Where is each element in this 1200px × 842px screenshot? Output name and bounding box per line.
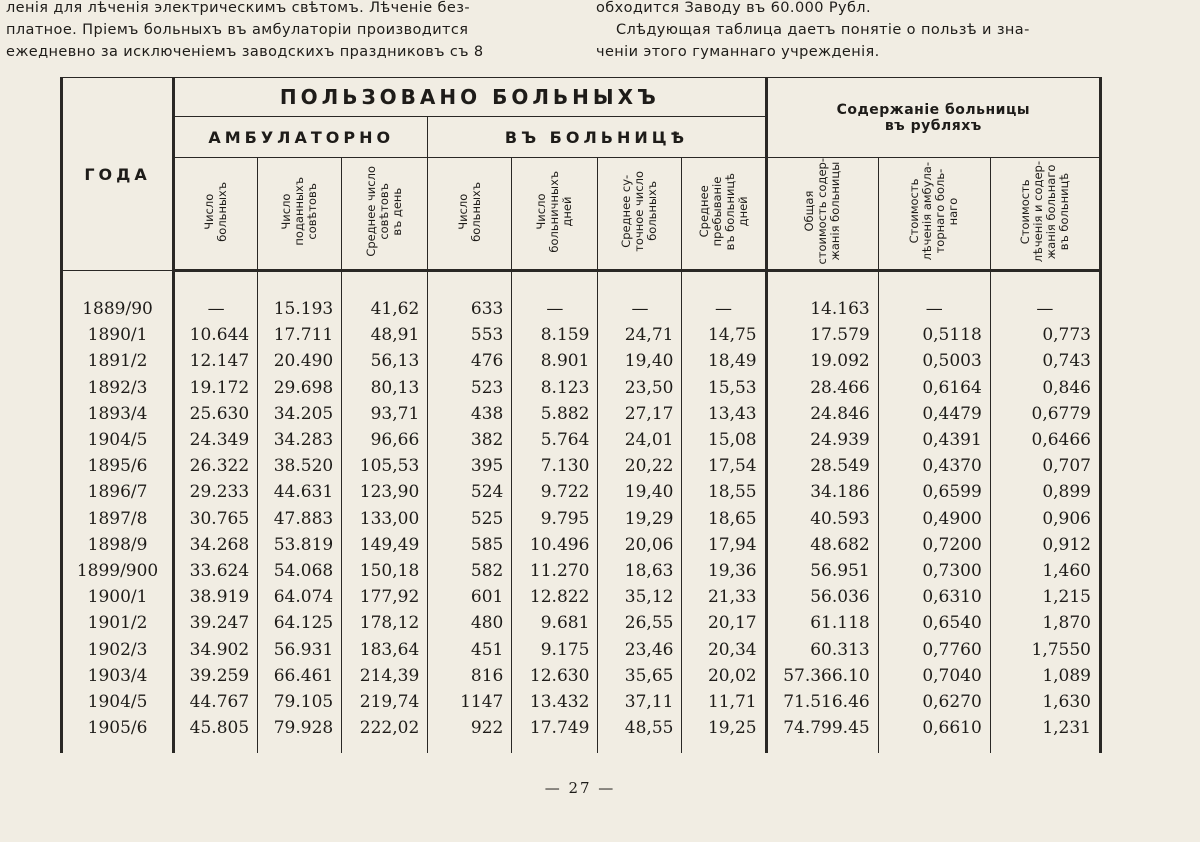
table-row xyxy=(62,271,1101,323)
value-cell: 54.068 xyxy=(258,558,342,584)
value-cell: 19.172 xyxy=(174,375,258,401)
statistics-table-wrapper xyxy=(60,77,1102,745)
value-cell: 24,01 xyxy=(598,427,682,453)
value-cell: 8.123 xyxy=(512,375,598,401)
value-cell: 29.698 xyxy=(258,375,342,401)
value-cell: 79.105 xyxy=(258,689,342,715)
value-cell: — xyxy=(878,271,990,323)
value-cell: 15,53 xyxy=(682,375,766,401)
table-row xyxy=(62,663,1101,689)
value-cell: 13.432 xyxy=(512,689,598,715)
value-cell: 17.711 xyxy=(258,322,342,348)
spacer-cell xyxy=(258,741,342,753)
value-cell: 56,13 xyxy=(342,348,428,374)
subheader-text: Стоимость лѣченія и содер- жанія больнаго въ больницѣ xyxy=(1017,160,1071,263)
value-cell: 35,65 xyxy=(598,663,682,689)
value-cell: 44.767 xyxy=(174,689,258,715)
value-cell: — xyxy=(990,271,1100,323)
table-row xyxy=(62,479,1101,505)
value-cell: 24.939 xyxy=(766,427,878,453)
value-cell: 19,40 xyxy=(598,348,682,374)
value-cell: 382 xyxy=(428,427,512,453)
value-cell: 922 xyxy=(428,715,512,741)
year-cell: 1895/6 xyxy=(62,453,174,479)
value-cell: 20,22 xyxy=(598,453,682,479)
subheader-text: Среднее число совѣтовъ въ день xyxy=(364,166,405,257)
value-cell: 39.259 xyxy=(174,663,258,689)
value-cell: 0,4479 xyxy=(878,401,990,427)
spacer-cell xyxy=(512,741,598,753)
value-cell: 149,49 xyxy=(342,532,428,558)
value-cell: 40.593 xyxy=(766,506,878,532)
table-row xyxy=(62,322,1101,348)
value-cell: 18,55 xyxy=(682,479,766,505)
value-cell: 0,899 xyxy=(990,479,1100,505)
value-cell: 11.270 xyxy=(512,558,598,584)
value-cell: 38.919 xyxy=(174,584,258,610)
value-cell: 5.882 xyxy=(512,401,598,427)
value-cell: 585 xyxy=(428,532,512,558)
value-cell: 21,33 xyxy=(682,584,766,610)
value-cell: 19,29 xyxy=(598,506,682,532)
year-cell: 1904/5 xyxy=(62,689,174,715)
header-patients-used: ПОЛЬЗОВАНО БОЛЬНЫХЪ xyxy=(174,78,767,117)
value-cell: 0,6310 xyxy=(878,584,990,610)
value-cell: 19,25 xyxy=(682,715,766,741)
value-cell: — xyxy=(682,271,766,323)
value-cell: 24,71 xyxy=(598,322,682,348)
value-cell: 9.722 xyxy=(512,479,598,505)
value-cell: 29.233 xyxy=(174,479,258,505)
text-line: ченіи этого гуманнаго учрежденія. xyxy=(596,44,880,60)
value-cell: 150,18 xyxy=(342,558,428,584)
spacer-cell xyxy=(990,741,1100,753)
text-line: платное. Пріемъ больныхъ въ амбулаторіи производится xyxy=(6,22,469,38)
subheader-text: Стоимость лѣченія амбула- торнаго боль- наго xyxy=(907,162,961,261)
subheader-hosp-cost xyxy=(990,158,1100,271)
value-cell: 438 xyxy=(428,401,512,427)
value-cell: 395 xyxy=(428,453,512,479)
value-cell: 12.822 xyxy=(512,584,598,610)
subheader-amb-cost xyxy=(878,158,990,271)
value-cell: 0,7040 xyxy=(878,663,990,689)
value-cell: 15.193 xyxy=(258,271,342,323)
value-cell: 0,6164 xyxy=(878,375,990,401)
value-cell: 17,54 xyxy=(682,453,766,479)
value-cell: 123,90 xyxy=(342,479,428,505)
value-cell: 25.630 xyxy=(174,401,258,427)
value-cell: 28.549 xyxy=(766,453,878,479)
header-year: ГОДА xyxy=(62,78,174,271)
subheader-text: Общая стоимость содер- жанія больницы xyxy=(802,158,843,265)
subheader-hosp-avg-daily xyxy=(598,158,682,271)
subheader-hosp-patients xyxy=(428,158,512,271)
value-cell: 17.749 xyxy=(512,715,598,741)
value-cell: 34.186 xyxy=(766,479,878,505)
text-column-left xyxy=(6,0,546,63)
value-cell: 56.931 xyxy=(258,636,342,662)
value-cell: 1,215 xyxy=(990,584,1100,610)
value-cell: 14,75 xyxy=(682,322,766,348)
year-cell: 1896/7 xyxy=(62,479,174,505)
hospital-statistics-table xyxy=(60,77,1102,753)
year-cell: 1897/8 xyxy=(62,506,174,532)
value-cell: 17.579 xyxy=(766,322,878,348)
year-cell: 1893/4 xyxy=(62,401,174,427)
value-cell: 0,7300 xyxy=(878,558,990,584)
subheader-amb-patients xyxy=(174,158,258,271)
value-cell: 57.366.10 xyxy=(766,663,878,689)
value-cell: 9.681 xyxy=(512,610,598,636)
text-line: ежедневно за исключеніемъ заводскихъ праздниковъ съ 8 xyxy=(6,44,484,60)
value-cell: 30.765 xyxy=(174,506,258,532)
value-cell: 0,6270 xyxy=(878,689,990,715)
value-cell: 1,630 xyxy=(990,689,1100,715)
value-cell: 64.074 xyxy=(258,584,342,610)
table-row xyxy=(62,610,1101,636)
value-cell: 47.883 xyxy=(258,506,342,532)
value-cell: 1147 xyxy=(428,689,512,715)
value-cell: 64.125 xyxy=(258,610,342,636)
value-cell: 80,13 xyxy=(342,375,428,401)
value-cell: 28.466 xyxy=(766,375,878,401)
value-cell: — xyxy=(598,271,682,323)
value-cell: 48,55 xyxy=(598,715,682,741)
value-cell: 48.682 xyxy=(766,532,878,558)
value-cell: 5.764 xyxy=(512,427,598,453)
subheader-text: Среднее су- точное число больныхъ xyxy=(619,171,660,252)
value-cell: 12.147 xyxy=(174,348,258,374)
value-cell: 18,65 xyxy=(682,506,766,532)
value-cell: 34.205 xyxy=(258,401,342,427)
table-row xyxy=(62,453,1101,479)
spacer-cell xyxy=(342,741,428,753)
value-cell: 17,94 xyxy=(682,532,766,558)
value-cell: 60.313 xyxy=(766,636,878,662)
subheader-amb-consultations xyxy=(258,158,342,271)
value-cell: 93,71 xyxy=(342,401,428,427)
value-cell: 8.159 xyxy=(512,322,598,348)
value-cell: 0,773 xyxy=(990,322,1100,348)
value-cell: 133,00 xyxy=(342,506,428,532)
table-row xyxy=(62,375,1101,401)
value-cell: 66.461 xyxy=(258,663,342,689)
value-cell: 9.795 xyxy=(512,506,598,532)
value-cell: 26,55 xyxy=(598,610,682,636)
value-cell: 14.163 xyxy=(766,271,878,323)
value-cell: 0,6540 xyxy=(878,610,990,636)
year-cell: 1901/2 xyxy=(62,610,174,636)
value-cell: 19,40 xyxy=(598,479,682,505)
subheader-text: Число больныхъ xyxy=(202,181,230,242)
subheader-text: Среднее пребываніе въ больницѣ дней xyxy=(696,172,750,251)
year-cell: 1890/1 xyxy=(62,322,174,348)
value-cell: 0,7760 xyxy=(878,636,990,662)
text-column-right xyxy=(596,0,1156,63)
value-cell: 633 xyxy=(428,271,512,323)
value-cell: 0,4900 xyxy=(878,506,990,532)
value-cell: 20.490 xyxy=(258,348,342,374)
header-hospital-costs xyxy=(766,78,1100,158)
value-cell: 1,089 xyxy=(990,663,1100,689)
table-row xyxy=(62,348,1101,374)
table-row xyxy=(62,689,1101,715)
table-row xyxy=(62,584,1101,610)
value-cell: 0,4370 xyxy=(878,453,990,479)
spacer-cell xyxy=(174,741,258,753)
value-cell: 34.902 xyxy=(174,636,258,662)
value-cell: 48,91 xyxy=(342,322,428,348)
subheader-text: Число больныхъ xyxy=(455,181,483,242)
value-cell: 9.175 xyxy=(512,636,598,662)
subheader-total-cost xyxy=(766,158,878,271)
value-cell: 24.349 xyxy=(174,427,258,453)
text-line: ленія для лѣченія электрическимъ свѣтомъ. Лѣченіе без- xyxy=(6,0,470,16)
value-cell: 524 xyxy=(428,479,512,505)
value-cell: 601 xyxy=(428,584,512,610)
value-cell: 0,5003 xyxy=(878,348,990,374)
value-cell: 34.268 xyxy=(174,532,258,558)
value-cell: 7.130 xyxy=(512,453,598,479)
value-cell: 214,39 xyxy=(342,663,428,689)
value-cell: 0,7200 xyxy=(878,532,990,558)
header-hospital: ВЪ БОЛЬНИЦѢ xyxy=(428,117,766,158)
value-cell: 56.951 xyxy=(766,558,878,584)
value-cell: 71.516.46 xyxy=(766,689,878,715)
year-cell: 1904/5 xyxy=(62,427,174,453)
value-cell: 56.036 xyxy=(766,584,878,610)
year-cell: 1902/3 xyxy=(62,636,174,662)
value-cell: 96,66 xyxy=(342,427,428,453)
value-cell: 26.322 xyxy=(174,453,258,479)
value-cell: 0,906 xyxy=(990,506,1100,532)
year-cell: 1905/6 xyxy=(62,715,174,741)
year-cell: 1899/900 xyxy=(62,558,174,584)
value-cell: 20,34 xyxy=(682,636,766,662)
value-cell: 451 xyxy=(428,636,512,662)
value-cell: 13,43 xyxy=(682,401,766,427)
year-cell: 1889/90 xyxy=(62,271,174,323)
value-cell: 10.496 xyxy=(512,532,598,558)
value-cell: 553 xyxy=(428,322,512,348)
year-cell: 1898/9 xyxy=(62,532,174,558)
year-cell: 1900/1 xyxy=(62,584,174,610)
subheader-amb-avg-per-day xyxy=(342,158,428,271)
text-line: Слѣдующая таблица даетъ понятіе о пользѣ и зна- xyxy=(596,22,1030,38)
value-cell: 1,231 xyxy=(990,715,1100,741)
value-cell: 79.928 xyxy=(258,715,342,741)
value-cell: 39.247 xyxy=(174,610,258,636)
value-cell: 18,63 xyxy=(598,558,682,584)
text-line: обходится Заводу въ 60.000 Рубл. xyxy=(596,0,871,16)
subheader-hosp-days xyxy=(512,158,598,271)
table-bottom-spacer xyxy=(62,741,1101,753)
value-cell: 41,62 xyxy=(342,271,428,323)
value-cell: 177,92 xyxy=(342,584,428,610)
value-cell: 74.799.45 xyxy=(766,715,878,741)
table-row xyxy=(62,401,1101,427)
value-cell: 219,74 xyxy=(342,689,428,715)
value-cell: 476 xyxy=(428,348,512,374)
table-row xyxy=(62,506,1101,532)
value-cell: 19.092 xyxy=(766,348,878,374)
year-cell: 1891/2 xyxy=(62,348,174,374)
value-cell: 0,912 xyxy=(990,532,1100,558)
value-cell: — xyxy=(512,271,598,323)
value-cell: 8.901 xyxy=(512,348,598,374)
value-cell: 18,49 xyxy=(682,348,766,374)
table-row xyxy=(62,427,1101,453)
header-hospital-costs-text: Содержаніе больницы въ рубляхъ xyxy=(836,101,1031,134)
value-cell: 19,36 xyxy=(682,558,766,584)
value-cell: 34.283 xyxy=(258,427,342,453)
value-cell: 105,53 xyxy=(342,453,428,479)
value-cell: 23,50 xyxy=(598,375,682,401)
value-cell: 1,7550 xyxy=(990,636,1100,662)
header-ambulatory: АМБУЛАТОРНО xyxy=(174,117,428,158)
spacer-cell xyxy=(598,741,682,753)
year-cell: 1903/4 xyxy=(62,663,174,689)
table-body xyxy=(62,271,1101,754)
value-cell: 15,08 xyxy=(682,427,766,453)
value-cell: 0,743 xyxy=(990,348,1100,374)
page-number: — 27 — xyxy=(544,779,616,797)
value-cell: 178,12 xyxy=(342,610,428,636)
value-cell: 20,06 xyxy=(598,532,682,558)
spacer-cell xyxy=(682,741,766,753)
value-cell: 816 xyxy=(428,663,512,689)
value-cell: 35,12 xyxy=(598,584,682,610)
value-cell: 0,6779 xyxy=(990,401,1100,427)
table-row xyxy=(62,558,1101,584)
value-cell: 0,4391 xyxy=(878,427,990,453)
value-cell: 183,64 xyxy=(342,636,428,662)
value-cell: 0,6599 xyxy=(878,479,990,505)
subheader-text: Число больничныхъ дней xyxy=(534,170,575,253)
value-cell: 1,870 xyxy=(990,610,1100,636)
value-cell: 523 xyxy=(428,375,512,401)
value-cell: 582 xyxy=(428,558,512,584)
year-cell: 1892/3 xyxy=(62,375,174,401)
value-cell: 24.846 xyxy=(766,401,878,427)
subheader-text: Число поданныхъ совѣтовъ xyxy=(279,177,320,246)
value-cell: 222,02 xyxy=(342,715,428,741)
value-cell: 0,846 xyxy=(990,375,1100,401)
table-row xyxy=(62,532,1101,558)
value-cell: 12.630 xyxy=(512,663,598,689)
value-cell: 61.118 xyxy=(766,610,878,636)
spacer-cell xyxy=(62,741,174,753)
value-cell: 45.805 xyxy=(174,715,258,741)
spacer-cell xyxy=(428,741,512,753)
value-cell: 0,6610 xyxy=(878,715,990,741)
spacer-cell xyxy=(878,741,990,753)
value-cell: 525 xyxy=(428,506,512,532)
value-cell: 20,17 xyxy=(682,610,766,636)
value-cell: 1,460 xyxy=(990,558,1100,584)
subheader-hosp-avg-stay xyxy=(682,158,766,271)
value-cell: 33.624 xyxy=(174,558,258,584)
value-cell: 10.644 xyxy=(174,322,258,348)
value-cell: 27,17 xyxy=(598,401,682,427)
value-cell: 0,6466 xyxy=(990,427,1100,453)
value-cell: 23,46 xyxy=(598,636,682,662)
value-cell: 0,707 xyxy=(990,453,1100,479)
value-cell: 38.520 xyxy=(258,453,342,479)
value-cell: 11,71 xyxy=(682,689,766,715)
value-cell: 20,02 xyxy=(682,663,766,689)
value-cell: 0,5118 xyxy=(878,322,990,348)
value-cell: — xyxy=(174,271,258,323)
table-row xyxy=(62,636,1101,662)
value-cell: 37,11 xyxy=(598,689,682,715)
value-cell: 480 xyxy=(428,610,512,636)
spacer-cell xyxy=(766,741,878,753)
value-cell: 44.631 xyxy=(258,479,342,505)
table-row xyxy=(62,715,1101,741)
value-cell: 53.819 xyxy=(258,532,342,558)
